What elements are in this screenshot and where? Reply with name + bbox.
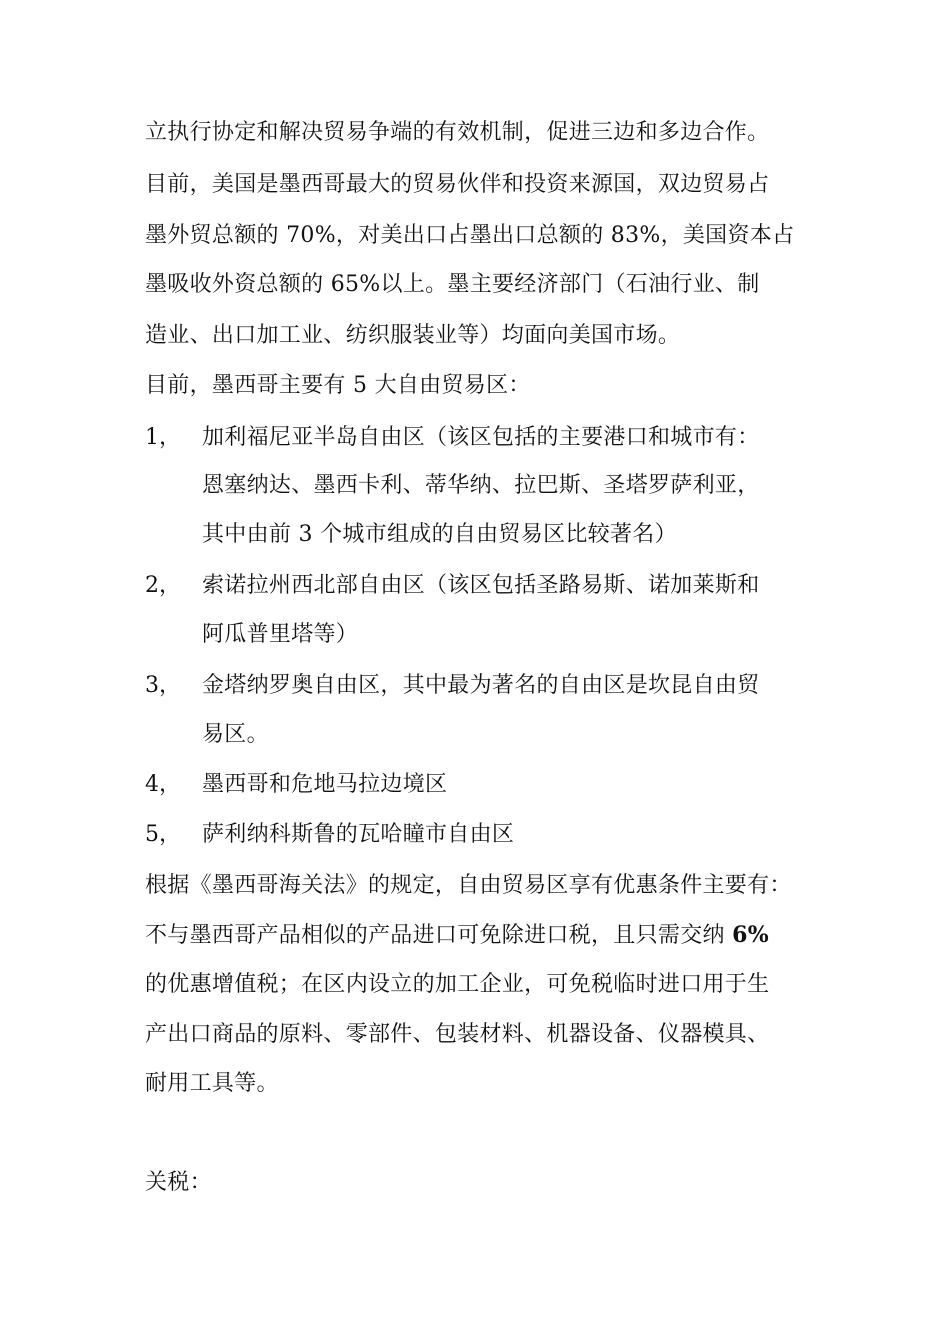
- zone-line: 阿瓜普里塔等）: [202, 622, 359, 647]
- benefits-text: 不与墨西哥产品相似的产品进口可免除进口税，且只需交纳: [145, 923, 733, 948]
- benefits-line: [145, 920, 810, 950]
- zone-line: 金塔纳罗奥自由区，其中最为著名的自由区是坎昆自由贸: [202, 673, 760, 698]
- benefits-line: 产出口商品的原料、零部件、包装材料、机器设备、仪器模具、: [145, 1022, 770, 1047]
- intro-line: 目前，美国是墨西哥最大的贸易伙伴和投资来源国，双边贸易占: [145, 172, 770, 197]
- zone-line: 索诺拉州西北部自由区（该区包括圣路易斯、诺加莱斯和: [202, 573, 760, 598]
- zone-number: 3，: [145, 673, 181, 698]
- intro-line: 立执行协定和解决贸易争端的有效机制，促进三边和多边合作。: [145, 120, 770, 145]
- intro-line: 造业、出口加工业、纺织服装业等）均面向美国市场。: [145, 323, 681, 348]
- zone-line: 加利福尼亚半岛自由区（该区包括的主要港口和城市有：: [202, 425, 760, 450]
- zone-number: 4，: [145, 772, 181, 797]
- zones-intro: 目前，墨西哥主要有 5 大自由贸易区：: [145, 373, 531, 398]
- zone-line: 易区。: [202, 722, 269, 747]
- zone-line: 墨西哥和危地马拉边境区: [202, 772, 448, 797]
- intro-line: 墨外贸总额的 70%，对美出口占墨出口总额的 83%，美国资本占: [145, 223, 795, 248]
- zone-line: 恩塞纳达、墨西卡利、蒂华纳、拉巴斯、圣塔罗萨利亚，: [202, 473, 760, 498]
- zone-line: 其中由前 3 个城市组成的自由贸易区比较著名）: [202, 522, 677, 547]
- benefits-line: 耐用工具等。: [145, 1071, 279, 1096]
- intro-line: 墨吸收外资总额的 65%以上。墨主要经济部门（石油行业、制: [145, 272, 760, 297]
- section-heading: 关税：: [145, 1170, 212, 1195]
- zone-number: 5，: [145, 822, 181, 847]
- benefits-line: 根据《墨西哥海关法》的规定，自由贸易区享有优惠条件主要有：: [145, 873, 792, 898]
- vat-rate: 6%: [732, 922, 769, 948]
- zone-number: 1，: [145, 425, 181, 450]
- zone-number: 2，: [145, 573, 181, 598]
- zone-line: 萨利纳科斯鲁的瓦哈瞳市自由区: [202, 822, 515, 847]
- benefits-line: 的优惠增值税；在区内设立的加工企业，可免税临时进口用于生: [145, 972, 770, 997]
